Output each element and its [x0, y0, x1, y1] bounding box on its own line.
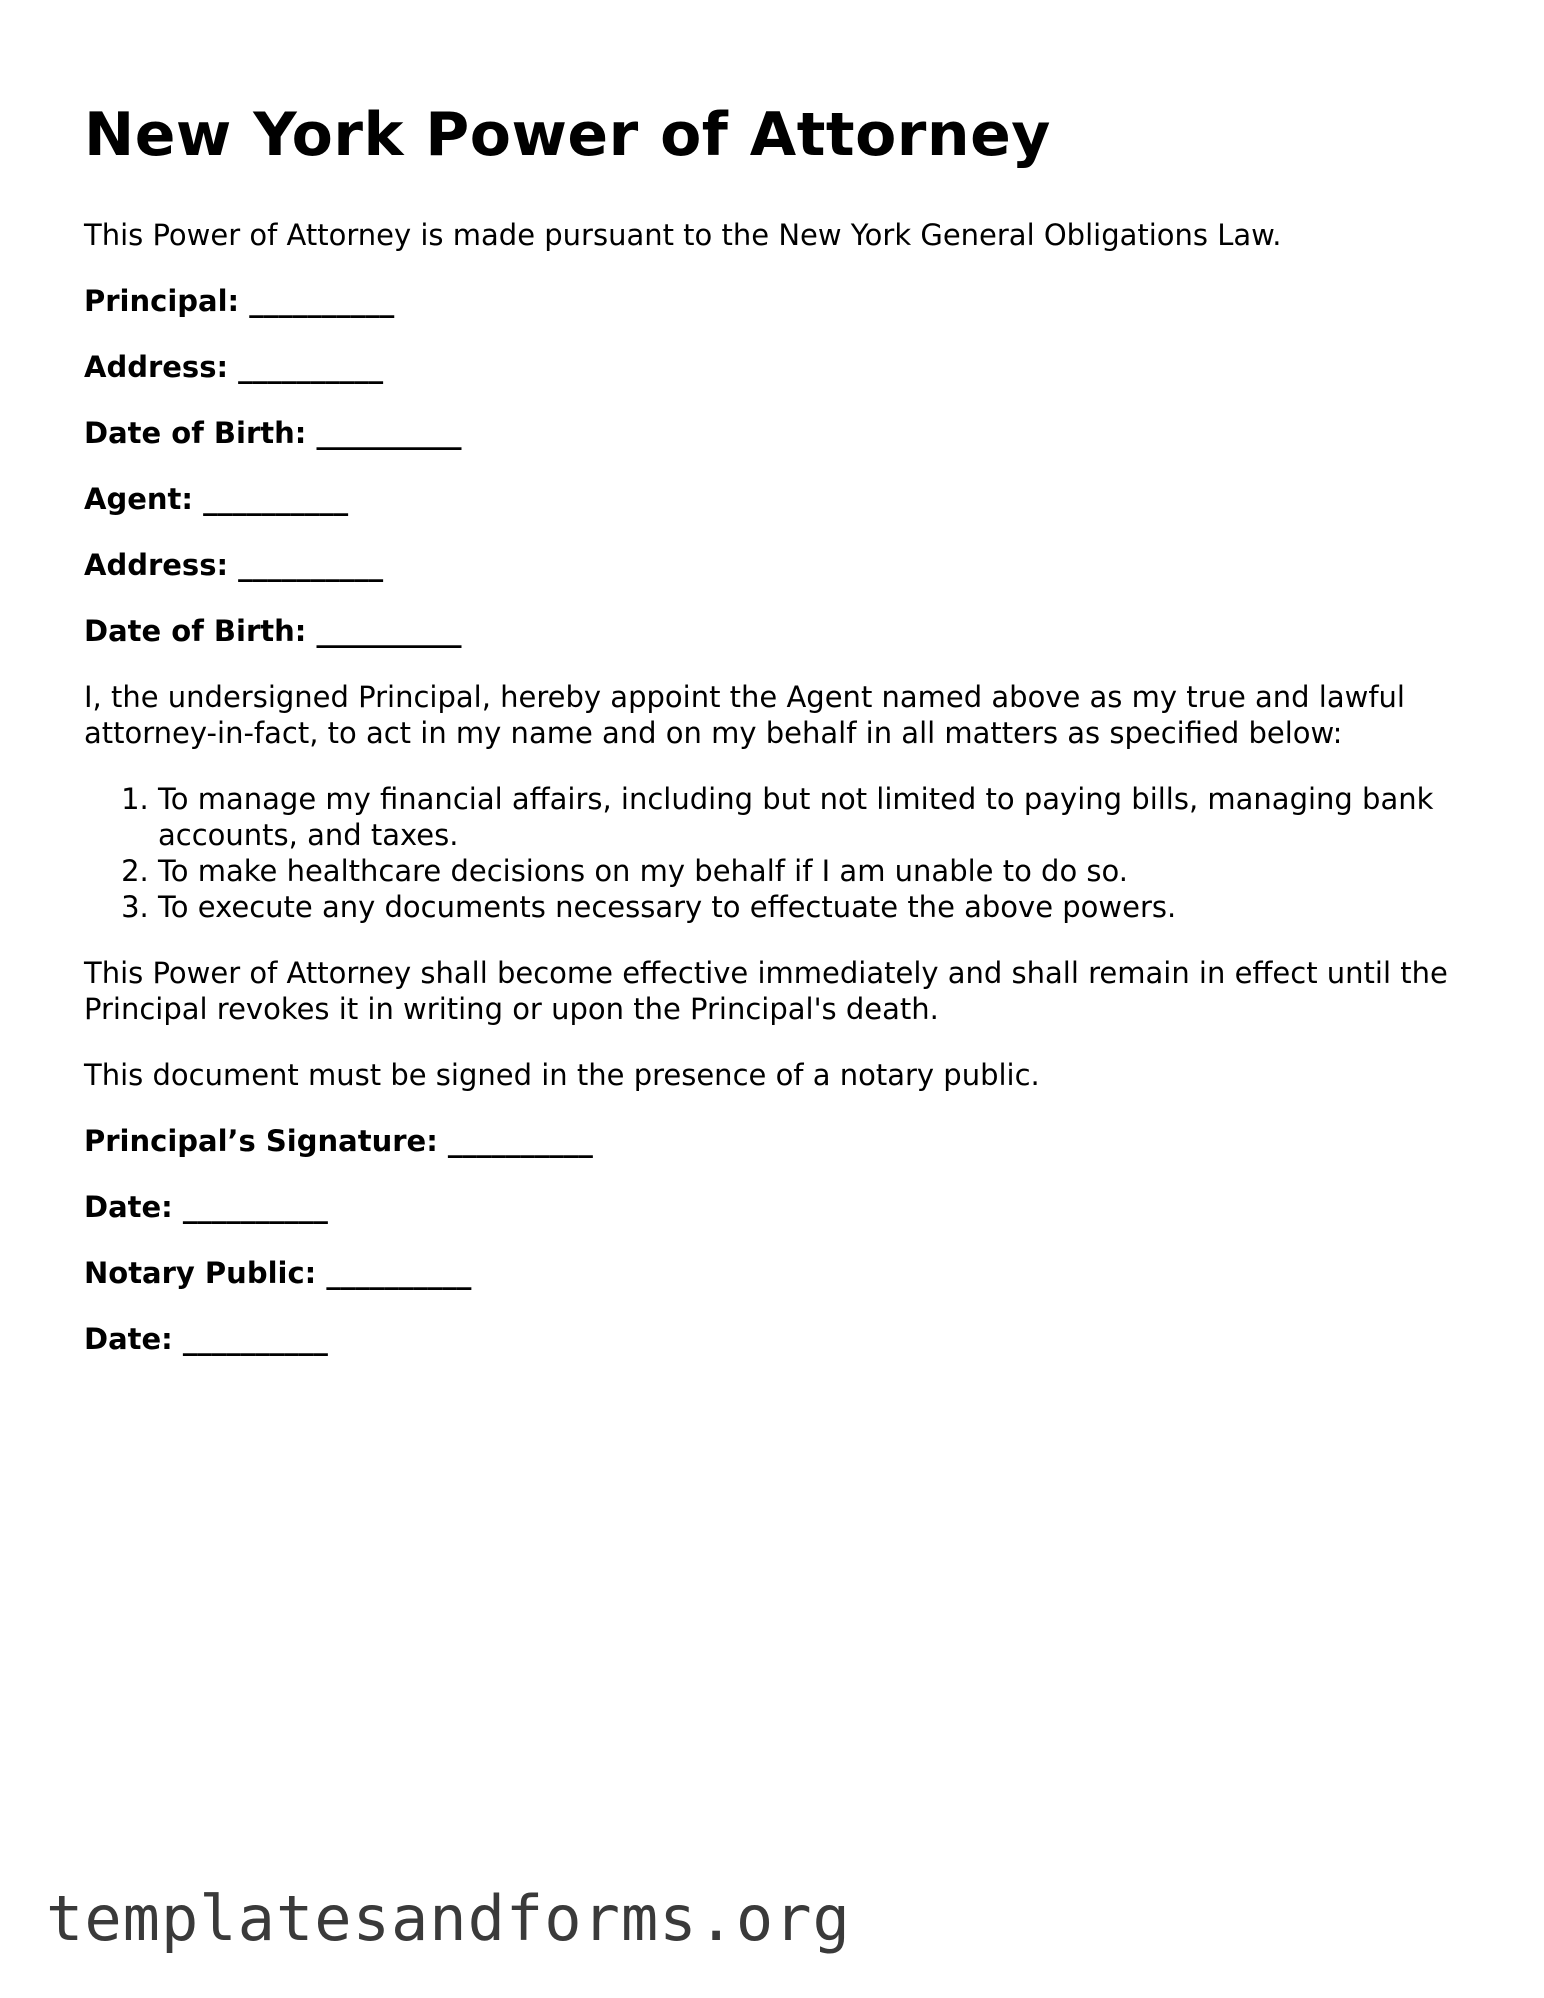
field-label: Date:	[84, 1189, 173, 1224]
field-label: Date of Birth:	[84, 613, 307, 648]
powers-list	[84, 781, 1464, 925]
principal-signature-field	[84, 1123, 1464, 1159]
field-label: Notary Public:	[84, 1255, 317, 1290]
notary-public-field	[84, 1255, 1464, 1291]
field-label: Address:	[84, 349, 229, 384]
appointment-paragraph: I, the undersigned Principal, hereby appoint the Agent named above as my true and lawful attorney-in-fact, to act in my name and on my behalf in all matters as specified below:	[84, 679, 1405, 750]
field-blank: __________	[326, 1255, 472, 1290]
field-label: Principal:	[84, 283, 240, 318]
agent-address-field	[84, 547, 1464, 583]
field-blank: __________	[447, 1123, 593, 1158]
intro-paragraph: This Power of Attorney is made pursuant to the New York General Obligations Law.	[84, 217, 1282, 252]
agent-field	[84, 481, 1464, 517]
principal-address-field	[84, 349, 1464, 385]
notary-notice: This document must be signed in the presence of a notary public.	[84, 1057, 1040, 1092]
field-label: Address:	[84, 547, 229, 582]
list-item: 3. To execute any documents necessary to effectuate the above powers.	[158, 889, 1464, 925]
field-blank: __________	[203, 481, 349, 516]
field-blank: __________	[182, 1321, 328, 1356]
field-blank: __________	[316, 415, 462, 450]
field-label: Principal’s Signature:	[84, 1123, 438, 1158]
document-page	[84, 100, 1464, 1387]
field-label: Agent:	[84, 481, 193, 516]
list-item: 2. To make healthcare decisions on my behalf if I am unable to do so.	[158, 853, 1464, 889]
watermark-text: templatesandforms.org	[46, 1882, 851, 1955]
field-blank: __________	[249, 283, 395, 318]
effective-paragraph: This Power of Attorney shall become effective immediately and shall remain in effect until the Principal revokes it in writing or upon the Principal's death.	[84, 955, 1448, 1026]
field-blank: __________	[316, 613, 462, 648]
field-blank: __________	[238, 547, 384, 582]
field-blank: __________	[182, 1189, 328, 1224]
field-label: Date of Birth:	[84, 415, 307, 450]
field-label: Date:	[84, 1321, 173, 1356]
principal-dob-field	[84, 415, 1464, 451]
principal-field	[84, 283, 1464, 319]
list-item: 1. To manage my financial affairs, including but not limited to paying bills, managing bank accounts, and taxes.	[158, 781, 1464, 853]
agent-dob-field	[84, 613, 1464, 649]
field-blank: __________	[238, 349, 384, 384]
notary-date-field	[84, 1321, 1464, 1357]
signature-date-field	[84, 1189, 1464, 1225]
document-title: New York Power of Attorney	[84, 100, 1051, 170]
